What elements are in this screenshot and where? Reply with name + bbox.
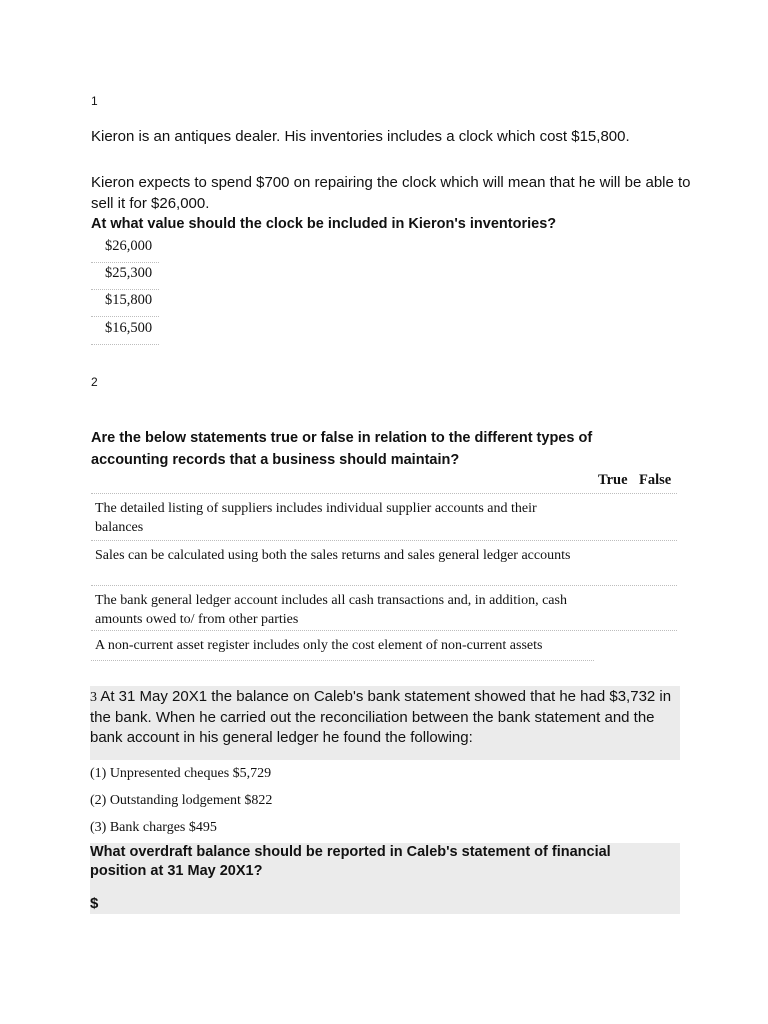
answer-option-4[interactable]: [91, 317, 159, 345]
statement-text: Sales can be calculated using both the sales returns and sales general ledger accounts: [95, 548, 571, 563]
question-1-prompt: At what value should the clock be included in Kieron's inventories?: [91, 216, 557, 232]
reconciliation-item-1: [90, 762, 363, 789]
question-3-text: [90, 687, 680, 748]
reconciliation-item-label: (2) Outstanding lodgement $822: [90, 793, 273, 808]
answer-option-label: $26,000: [105, 238, 153, 254]
question-1-intro: Kieron is an antiques dealer. His inventories includes a clock which cost $15,800.: [91, 128, 630, 145]
answer-option-1[interactable]: [91, 235, 159, 263]
statement-row: [91, 631, 594, 661]
answer-option-label: $16,500: [105, 320, 153, 336]
question-2-number: 2: [91, 375, 98, 389]
question-1-number: 1: [91, 94, 98, 108]
answer-option-label: $25,300: [105, 265, 153, 281]
reconciliation-item-label: (1) Unpresented cheques $5,729: [90, 766, 272, 781]
answer-option-3[interactable]: [91, 289, 159, 317]
answer-option-label: $15,800: [105, 292, 153, 308]
question-1-detail: Kieron expects to spend $700 on repairing the clock which will mean that he will be able to sell it for $26,000.: [91, 174, 691, 212]
answer-currency-prefix: $: [90, 895, 99, 912]
false-column-header: False: [639, 472, 672, 488]
question-2-prompt: Are the below statements true or false in relation to the different types of accounting records that a business should maintain?: [91, 430, 593, 468]
question-3-number: 3: [90, 690, 97, 705]
statement-text: The detailed listing of suppliers includes individual supplier accounts and their balances: [95, 501, 537, 535]
reconciliation-item-2: [90, 789, 363, 816]
statement-text: A non-current asset register includes only the cost element of non-current assets: [95, 638, 543, 653]
true-column-header: True: [598, 472, 628, 488]
question-3-body: At 31 May 20X1 the balance on Caleb's bank statement showed that he had $3,732 in the bank. When he carried out the reconciliation between the bank statement and the bank account in his general ledger he found the following:: [90, 688, 672, 746]
reconciliation-item-label: (3) Bank charges $495: [90, 820, 217, 835]
statement-text: The bank general ledger account includes all cash transactions and, in addition, cash amounts owed to/ from other parties: [95, 593, 567, 627]
statement-row: [91, 494, 677, 541]
statement-row: [91, 586, 677, 631]
reconciliation-item-3: [90, 816, 363, 843]
statement-row: [91, 541, 677, 586]
answer-option-2[interactable]: [91, 262, 159, 290]
question-3-prompt: What overdraft balance should be reported in Caleb's statement of financial position at 31 May 20X1?: [90, 844, 611, 879]
